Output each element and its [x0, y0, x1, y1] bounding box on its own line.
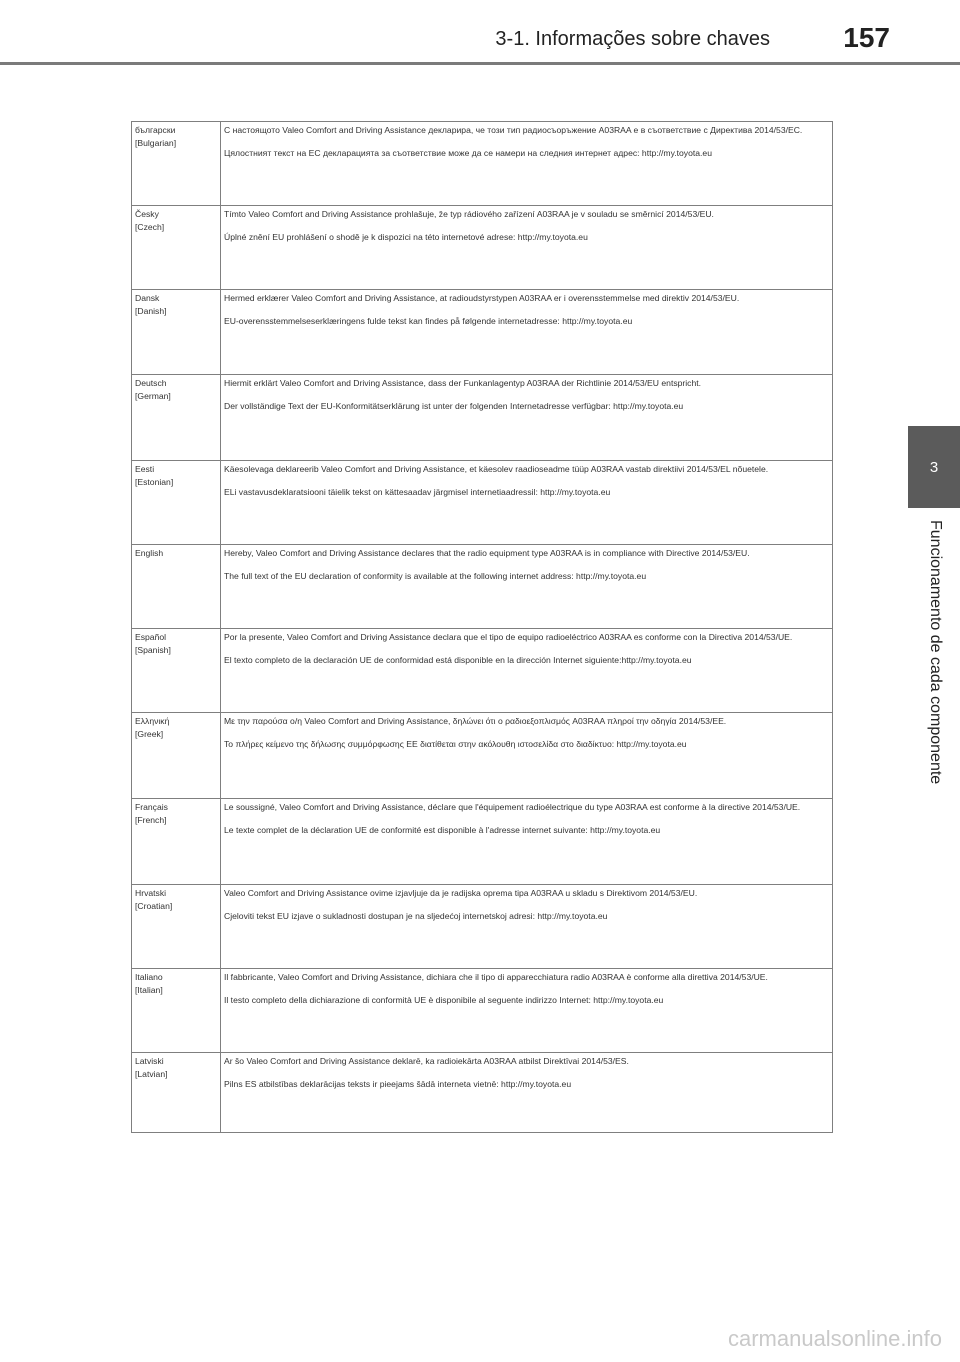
language-name: Français — [135, 802, 168, 812]
language-name: български — [135, 125, 176, 135]
language-name: English — [135, 548, 164, 558]
language-english-name: [Croatian] — [135, 900, 173, 911]
declaration-cell — [221, 461, 833, 545]
declaration-row — [132, 713, 833, 799]
declaration-cell — [221, 713, 833, 799]
language-cell — [132, 461, 221, 545]
declaration-row — [132, 1053, 833, 1133]
declaration-row — [132, 799, 833, 885]
language-name: Ελληνική — [135, 716, 170, 726]
language-cell — [132, 206, 221, 290]
declaration-table — [131, 121, 833, 1133]
declaration-row — [132, 461, 833, 545]
declaration-address-text: ELi vastavusdeklaratsiooni täielik tekst on kättesaadav järgmisel internetiaadressil: http://my.toyota.eu — [224, 486, 611, 497]
declaration-row — [132, 545, 833, 629]
language-name: Česky — [135, 209, 159, 219]
chapter-tab — [908, 426, 960, 508]
language-name: Eesti — [135, 464, 155, 474]
chapter-number: 3 — [929, 458, 939, 476]
language-english-name: [Greek] — [135, 728, 164, 739]
declaration-row — [132, 206, 833, 290]
declaration-address-text: Úplné znění EU prohlášení o shodě je k dispozici na této internetové adrese: http://my.toyota.eu — [224, 231, 588, 242]
declaration-text: Käesolevaga deklareerib Valeo Comfort and Driving Assistance, et käesolev raadioseadme tüüp A03RAA vastab direktiivi 2014/53/EL nõuetele. — [224, 464, 769, 474]
declaration-address-text: Der vollständige Text der EU-Konformitätserklärung ist unter der folgenden Internetadresse verfügbar: http://my.toyota.eu — [224, 400, 684, 411]
declaration-cell — [221, 290, 833, 375]
language-cell — [132, 713, 221, 799]
declaration-address-text: Pilns ES atbilstības deklarācijas teksts ir pieejams šādā interneta vietnē: http://my.toyota.eu — [224, 1078, 572, 1089]
page-number: 157 — [843, 22, 890, 53]
declaration-row — [132, 122, 833, 206]
language-english-name: [Danish] — [135, 305, 167, 316]
language-english-name: [German] — [135, 390, 171, 401]
declaration-row — [132, 629, 833, 713]
header-rule — [0, 62, 960, 65]
language-english-name: [Italian] — [135, 984, 163, 995]
declaration-address-text: Цялостният текст на ЕС декларацията за съответствие може да се намери на следния интернет адрес: http://my.toyota.eu — [224, 147, 712, 158]
declaration-text: Le soussigné, Valeo Comfort and Driving Assistance, déclare que l'équipement radioélectrique du type A03RAA est conforme à la directive 2014/53/UE. — [224, 802, 801, 812]
declaration-cell — [221, 969, 833, 1053]
chapter-title: Funcionamento de cada componente — [927, 520, 944, 785]
language-cell — [132, 1053, 221, 1133]
declaration-text: Με την παρούσα ο/η Valeo Comfort and Driving Assistance, δηλώνει ότι ο ραδιοεξοπλισμός A03RAA πληροί την οδηγία 2014/53/ΕΕ. — [224, 716, 727, 726]
declaration-cell — [221, 206, 833, 290]
declaration-row — [132, 969, 833, 1053]
language-name: Deutsch — [135, 378, 167, 388]
language-cell — [132, 375, 221, 461]
declaration-text: Tímto Valeo Comfort and Driving Assistance prohlašuje, že typ rádiového zařízení A03RAA je v souladu se směrnicí 2014/53/EU. — [224, 209, 714, 219]
language-name: Latviski — [135, 1056, 164, 1066]
declaration-text: Por la presente, Valeo Comfort and Driving Assistance declara que el tipo de equipo radioeléctrico A03RAA es conforme con la Directiva 2014/53/UE. — [224, 632, 793, 642]
language-name: Hrvatski — [135, 888, 167, 898]
declaration-row — [132, 375, 833, 461]
declaration-text: Ar šo Valeo Comfort and Driving Assistance deklarē, ka radioiekārta A03RAA atbilst Direktīvai 2014/53/ES. — [224, 1056, 629, 1066]
declaration-address-text: Cjeloviti tekst EU izjave o sukladnosti dostupan je na sljedećoj internetskoj adresi: http://my.toyota.eu — [224, 910, 608, 921]
declaration-cell — [221, 1053, 833, 1133]
declaration-address-text: Το πλήρες κείμενο της δήλωσης συμμόρφωσης ΕΕ διατίθεται στην ακόλουθη ιστοσελίδα στο διαδίκτυο: http://my.toyota.eu — [224, 738, 687, 749]
watermark: carmanualsonline.info — [727, 1326, 942, 1351]
language-cell — [132, 545, 221, 629]
declaration-text: Valeo Comfort and Driving Assistance ovime izjavljuje da je radijska oprema tipa A03RAA u skladu s Direktivom 2014/53/EU. — [224, 888, 698, 898]
section-title: 3-1. Informações sobre chaves — [495, 28, 770, 50]
language-english-name: [Bulgarian] — [135, 137, 177, 148]
declaration-row — [132, 290, 833, 375]
declaration-cell — [221, 122, 833, 206]
declaration-text: Hereby, Valeo Comfort and Driving Assistance declares that the radio equipment type A03RAA is in compliance with Directive 2014/53/EU. — [224, 548, 750, 558]
language-cell — [132, 290, 221, 375]
declaration-text: Hermed erklærer Valeo Comfort and Driving Assistance, at radioudstyrstypen A03RAA er i overensstemmelse med direktiv 2014/53/EU. — [224, 293, 740, 303]
declaration-address-text: Il testo completo della dichiarazione di conformità UE è disponibile al seguente indirizzo Internet: http://my.toyota.eu — [224, 994, 664, 1005]
declaration-cell — [221, 545, 833, 629]
declaration-cell — [221, 799, 833, 885]
declaration-text: С настоящото Valeo Comfort and Driving Assistance декларира, че този тип радиосъоръжение A03RAA е в съответствие с Директива 2014/53/ЕС. — [224, 125, 803, 135]
language-english-name: [Latvian] — [135, 1068, 168, 1079]
page-header — [0, 0, 960, 64]
language-cell — [132, 799, 221, 885]
language-cell — [132, 969, 221, 1053]
language-name: Italiano — [135, 972, 163, 982]
declaration-row — [132, 885, 833, 969]
language-cell — [132, 629, 221, 713]
declaration-address-text: Le texte complet de la déclaration UE de conformité est disponible à l'adresse internet suivante: http://my.toyota.eu — [224, 824, 661, 835]
declaration-text: Hiermit erklärt Valeo Comfort and Driving Assistance, dass der Funkanlagentyp A03RAA der Richtlinie 2014/53/EU entspricht. — [224, 378, 702, 388]
declaration-table-body — [132, 122, 833, 1133]
language-english-name: [French] — [135, 814, 167, 825]
declaration-address-text: El texto completo de la declaración UE de conformidad está disponible en la dirección Internet siguiente:http://my.toyota.eu — [224, 654, 692, 665]
language-name: Español — [135, 632, 167, 642]
declaration-cell — [221, 629, 833, 713]
language-english-name: [Estonian] — [135, 476, 174, 487]
language-english-name: [Czech] — [135, 221, 165, 232]
declaration-address-text: The full text of the EU declaration of conformity is available at the following internet address: http://my.toyota.eu — [224, 570, 647, 581]
declaration-cell — [221, 885, 833, 969]
declaration-address-text: EU-overensstemmelseserklæringens fulde tekst kan findes på følgende internetadresse: http://my.toyota.eu — [224, 315, 633, 326]
declaration-cell — [221, 375, 833, 461]
declaration-text: Il fabbricante, Valeo Comfort and Driving Assistance, dichiara che il tipo di apparecchiatura radio A03RAA è conforme alla direttiva 2014/53/UE. — [224, 972, 768, 982]
language-cell — [132, 122, 221, 206]
language-name: Dansk — [135, 293, 160, 303]
language-cell — [132, 885, 221, 969]
language-english-name: [Spanish] — [135, 644, 171, 655]
